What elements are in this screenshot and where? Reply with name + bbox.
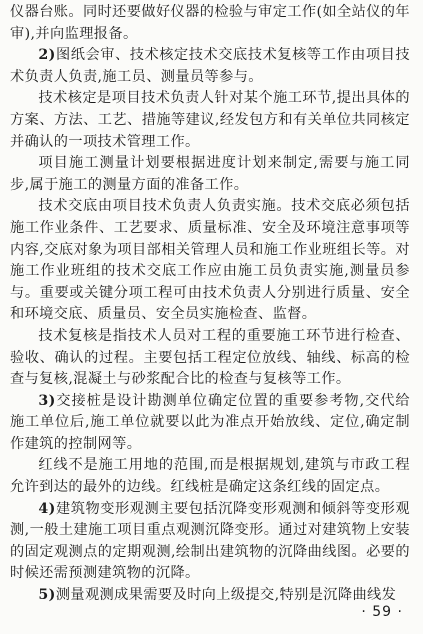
paragraph-text: 技术交底由项目技术负责人负责实施。技术交底必须包括施工作业条件、工艺要求、质量标准、安全及环境注意事项等内容,交底对象为项目部相关管理人员和施工作业班组长等。对施工作业班组的技术交底工作应由施工员负责实施,测量员参与。重要或关键分项工程可由技术负责人分别进行质量、安全和环境交底、质量员、安全员实施检查、监督。 (10, 198, 410, 323)
item-number: 2) (38, 47, 56, 64)
paragraph-text: 建筑物变形观测主要包括沉降变形观测和倾斜等变形观测,一般土建施工项目重点观测沉降变形。通过对建筑物上安装的固定观测点的定期观测,绘制出建筑物的沉降曲线图。必要的时候还需预测建筑物的沉降。 (10, 500, 410, 582)
item-number: 4) (38, 500, 56, 517)
paragraph-2 (10, 45, 410, 88)
paragraph-7 (10, 391, 410, 456)
paragraph-3 (10, 88, 410, 153)
paragraph-8 (10, 455, 410, 498)
paragraph-10 (10, 585, 410, 607)
paragraph-6 (10, 326, 410, 391)
paragraph-text: 测量观测成果需要及时向上级提交,特别是沉降曲线发 (55, 587, 397, 604)
paragraph-9 (10, 499, 410, 585)
paragraph-text: 仪器台账。同时还要做好仪器的检验与审定工作(如全站仪的年审),并向监理报备。 (10, 4, 410, 42)
body-text (10, 2, 410, 607)
item-number: 3) (38, 392, 56, 409)
paragraph-text: 红线不是施工用地的范围,而是根据规划,建筑与市政工程允许到达的最外的边线。红线桩是确定这条红线的固定点。 (10, 457, 410, 496)
paragraph-4 (10, 153, 410, 196)
paragraph-text: 技术核定是项目技术负责人针对某个施工环节,提出具体的方案、方法、工艺、措施等建议,经发包方和有关单位共同核定并确认的一项技术管理工作。 (10, 90, 410, 150)
paragraph-text: 交接桩是设计勘测单位确定位置的重要参考物,交代给施工单位后,施工单位就要以此为准点开始放线、定位,确定制作建筑的控制网等。 (10, 392, 410, 452)
paragraph-text: 图纸会审、技术核定技术交底技术复核等工作由项目技术负责人负责,施工员、测量员等参与。 (10, 47, 410, 85)
page-number: · 59 · (361, 604, 403, 620)
paragraph-text: 项目施工测量计划要根据进度计划来制定,需要与施工同步,属于施工的测量方面的准备工作。 (10, 155, 410, 193)
paragraph-1 (10, 2, 410, 45)
paragraph-5 (10, 196, 410, 326)
paragraph-text: 技术复核是指技术人员对工程的重要施工环节进行检查、验收、确认的过程。主要包括工程定位放线、轴线、标高的检查与复核,混凝土与砂浆配合比的检查与复核等工作。 (10, 327, 410, 388)
item-number: 5) (38, 587, 56, 604)
